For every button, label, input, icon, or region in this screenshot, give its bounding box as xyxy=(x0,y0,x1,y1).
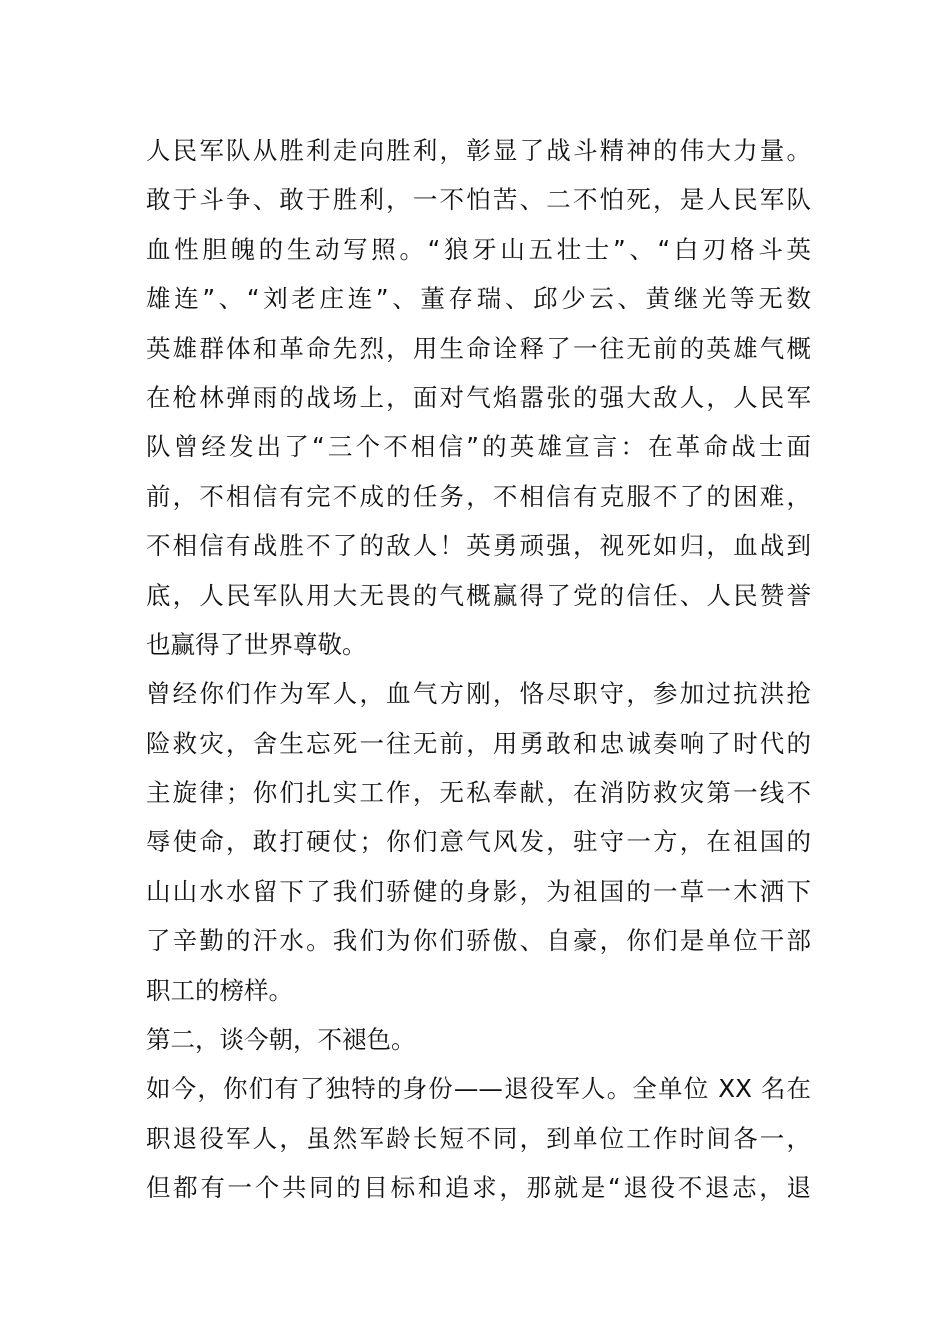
text-line: 血性胆魄的生动写照。“狼牙山五壮士”、“白刃格斗英 xyxy=(146,234,811,264)
text-line: 敢于斗争、敢于胜利，一不怕苦、二不怕死，是人民军队 xyxy=(146,185,811,215)
text-line: 人民军队从胜利走向胜利，彰显了战斗精神的伟大力量。 xyxy=(146,136,811,165)
body-text xyxy=(146,126,811,1213)
text-line: 也赢得了世界尊敬。 xyxy=(146,629,367,659)
text-line: 主旋律；你们扎实工作，无私奉献，在消防救灾第一线不 xyxy=(146,778,811,808)
text-line: 职退役军人，虽然军龄长短不同，到单位工作时间各一， xyxy=(146,1123,811,1153)
text-line: 了辛勤的汗水。我们为你们骄傲、自豪，你们是单位干部 xyxy=(146,926,811,956)
text-line: 职工的榜样。 xyxy=(146,975,293,1005)
text-line: 不相信有战胜不了的敌人！英勇顽强，视死如归，血战到 xyxy=(146,531,811,561)
text-line: 第二，谈今朝，不褪色。 xyxy=(146,1025,416,1055)
text-line: 队曾经发出了“三个不相信”的英雄宣言：在革命战士面 xyxy=(146,432,811,462)
text-line: 底，人民军队用大无畏的气概赢得了党的信任、人民赞誉 xyxy=(146,580,811,610)
text-line: 英雄群体和革命先烈，用生命诠释了一往无前的英雄气概 xyxy=(146,333,811,363)
text-line: 山山水水留下了我们骄健的身影，为祖国的一草一木洒下 xyxy=(146,876,811,906)
text-line: 在枪林弹雨的战场上，面对气焰嚣张的强大敌人，人民军 xyxy=(146,382,811,412)
text-line: 前，不相信有完不成的任务，不相信有克服不了的困难， xyxy=(146,481,811,511)
text-line: 曾经你们作为军人，血气方刚，恪尽职守，参加过抗洪抢 xyxy=(146,679,811,709)
text-line: 辱使命，敢打硬仗；你们意气风发，驻守一方，在祖国的 xyxy=(146,827,811,857)
text-line: 如今，你们有了独特的身份——退役军人。全单位 XX 名在 xyxy=(146,1074,811,1104)
text-line: 但都有一个共同的目标和追求，那就是“退役不退志，退 xyxy=(146,1173,811,1203)
text-line: 雄连”、“刘老庄连”、董存瑞、邱少云、黄继光等无数 xyxy=(146,284,811,314)
text-line: 险救灾，舍生忘死一往无前，用勇敢和忠诚奏响了时代的 xyxy=(146,728,811,758)
